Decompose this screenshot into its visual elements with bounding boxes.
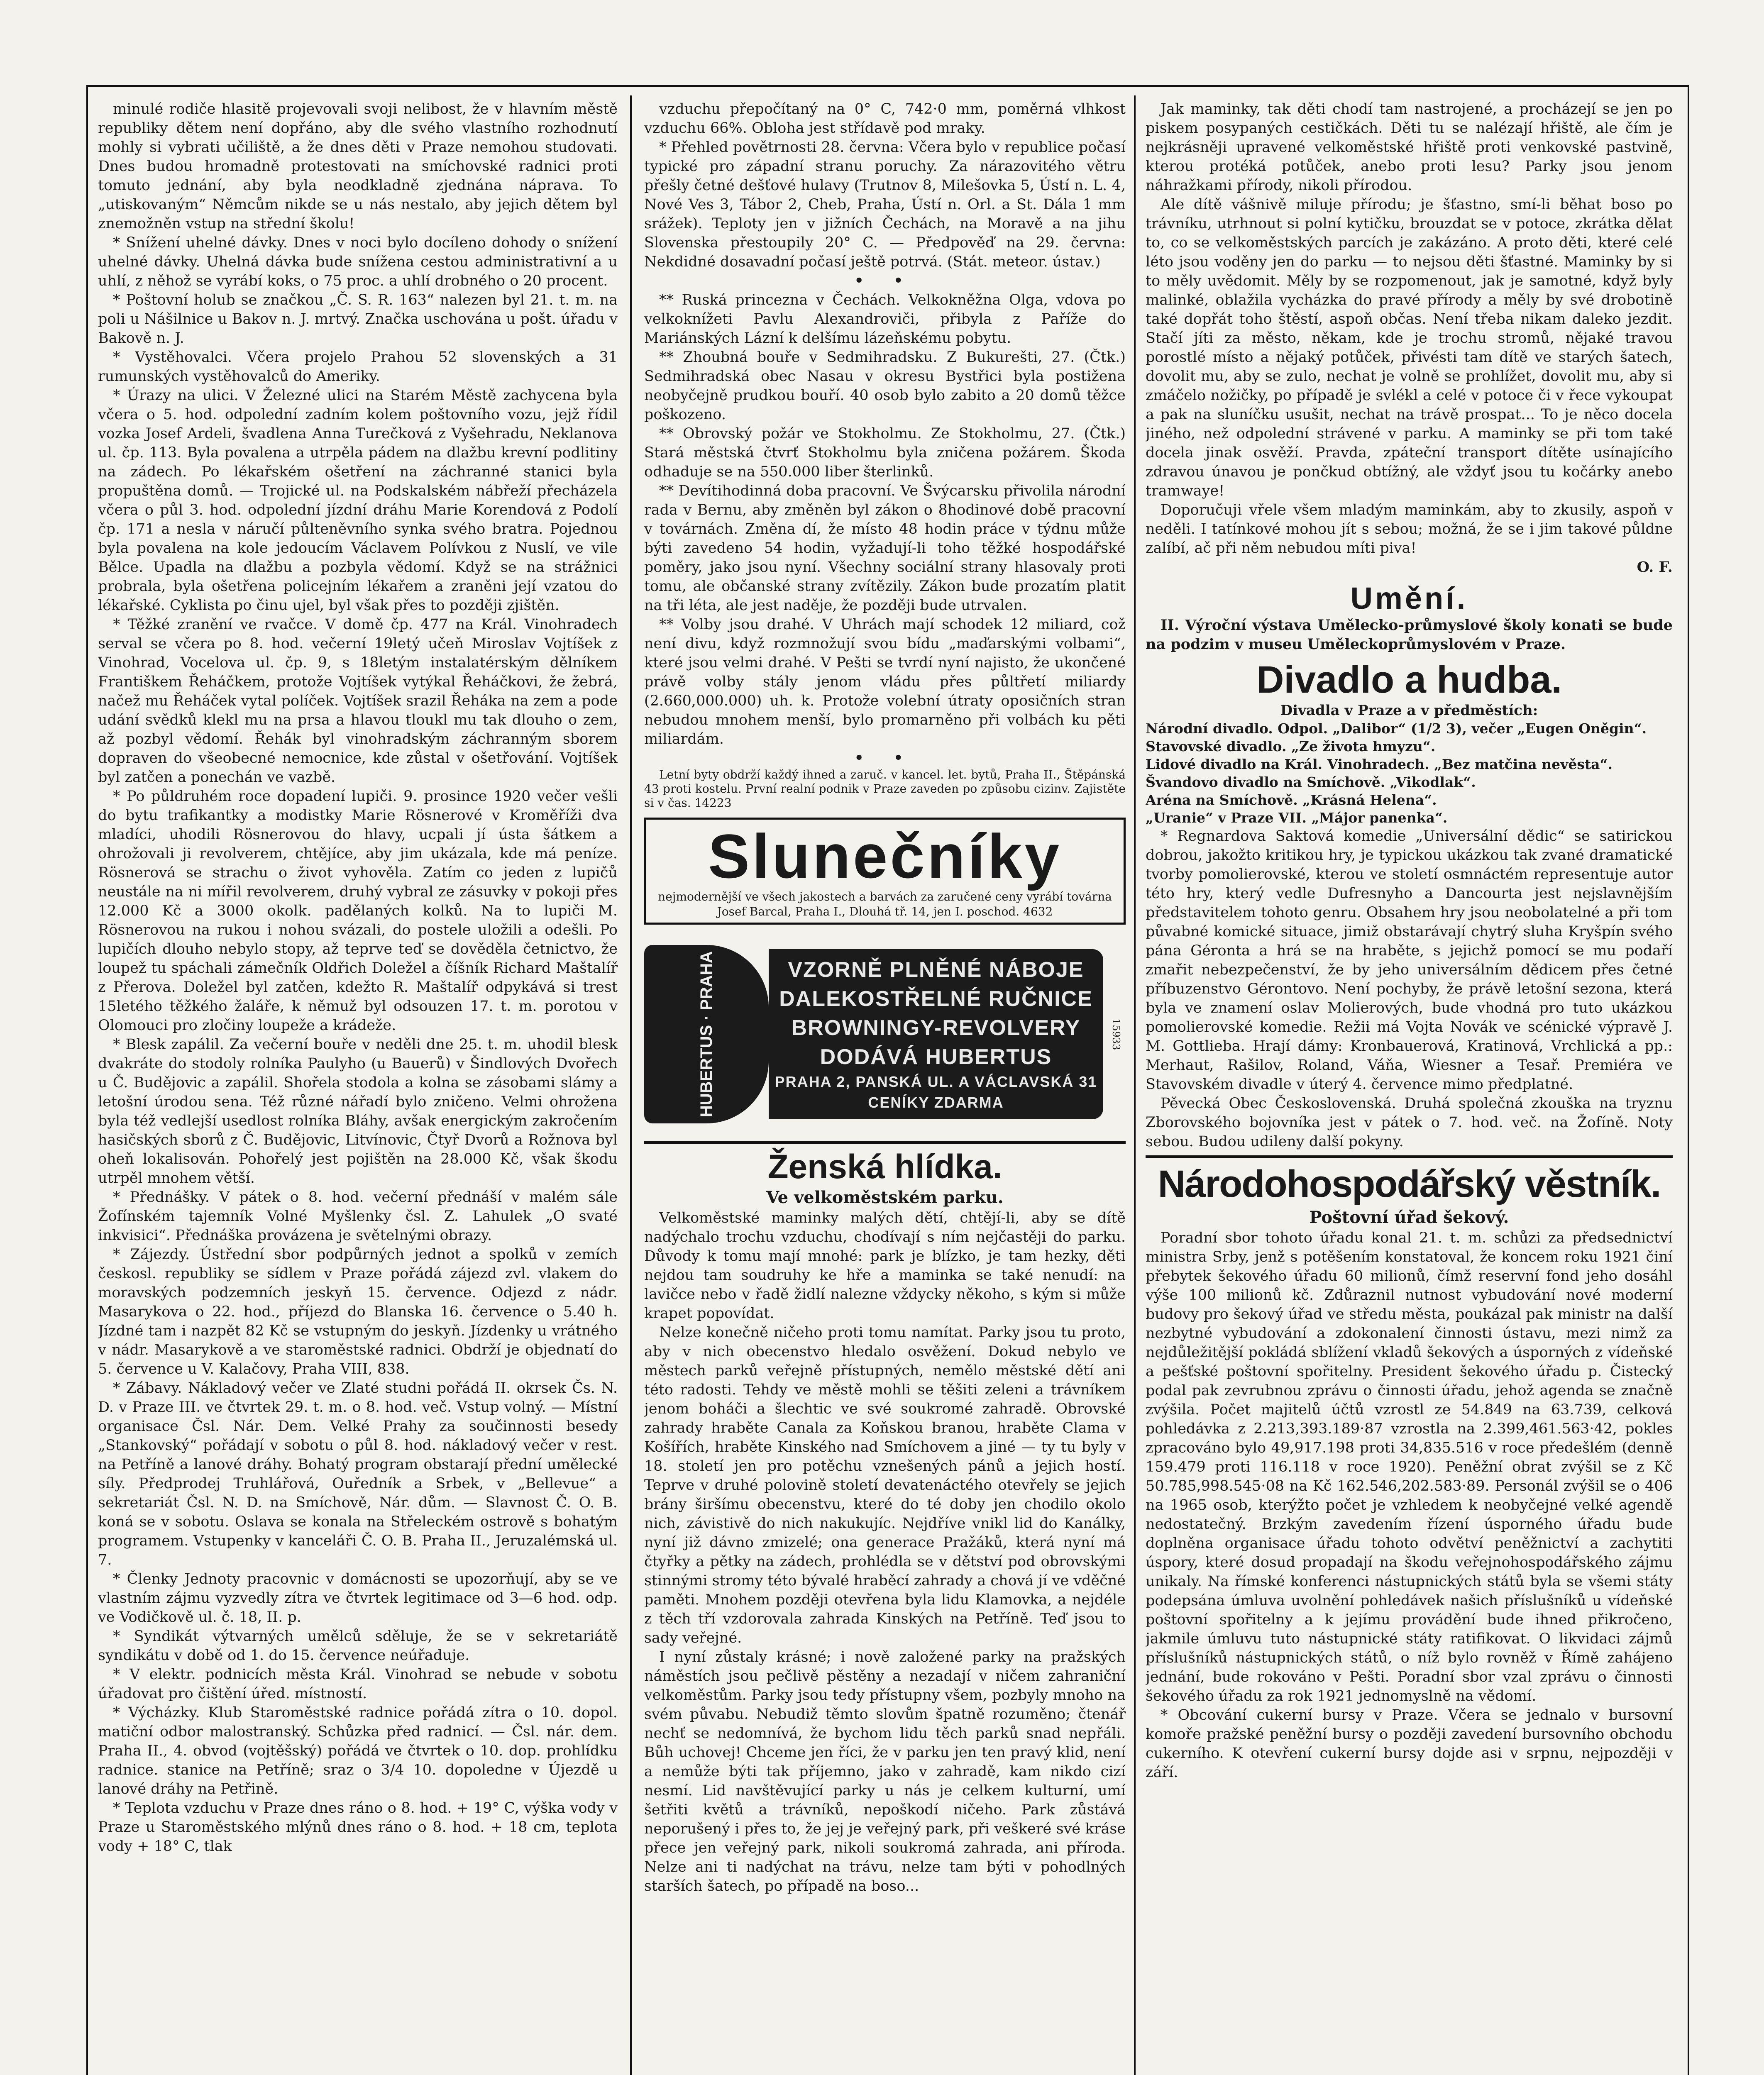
cartridge-seal-icon: HUBERTUS · PRAHA (644, 945, 769, 1123)
col1-paragraph: * Těžké zranění ve rvačce. V domě čp. 477 na Král. Vinohradech serval se včera po 8. hod. večerní 19letý učeň Miroslav Vojtíšek z Vinohrad, Vocelova ul. čp. 9, s 18letým instalatérským dělníkem Františkem Řeháčkem, protože Vojtíšek vytýkal Řeháčkovi, že žebrá, načež mu Řeháček vytal políček. Vojtíšek srazil Řeháka na zem a pode udání svědků klekl mu na prsa a hlavou tloukl mu tak dlouho o zem, až pozbyl vědomí. Řehák byl vinohradským záchranným sborem dopraven do všeobecné nemocnice, kde zůstal v ošetřování. Vojtíšek byl zatčen a ponechán ve vazbě. (98, 616, 618, 786)
list-item: Aréna na Smíchově. „Krásná Helena“. (1146, 792, 1437, 808)
list-item: Švandovo divadlo na Smíchově. „Vikodlak“. (1146, 774, 1476, 790)
article-subheading: Poštovní úřad šekový. (1309, 1208, 1509, 1227)
col1-paragraph: * V elektr. podnicích města Král. Vinohrad se nebude v sobotu úřadovat pro čištění úřed. místností. (98, 1666, 618, 1702)
theatre-list-heading: Divadla v Praze a v předměstích: (1280, 702, 1538, 719)
section-heading-zenska-hlidka: Ženská hlídka. (644, 1141, 1126, 1187)
column-3 (1146, 100, 1673, 2075)
col2-paragraph: I nyní zůstaly krásné; i nově založené parky na pražských náměstích jsou pečlivě pěstěny a nezadají v ničem zahraniční velkoměstům. Parky jsou tedy přístupny všem, pozbyly mnoho na svém půvabu. Nebudiž těmto slovům špatně rozuměno; čtenář nechť se nedomnívá, že bychom lidu těch parků snad nepřáli. Bůh uchovej! Chceme jen říci, že v parku jen ten pravý klid, není a nemůže býti tak příjemno, jako v zahradě, kam nikdo cizí nesmí. Lid navštěvující parky u nás je celkem kulturní, umí šetřiti květů a trávníků, nepoškodí ničeho. Park zůstává neporušený i přes to, že jej je veřejný park, při veškeré své kráse přece jen veřejný park, nikoli soukromá zahrada, ani příroda. Nelze ani ti nadýchat na trávu, nelze tam býti v pohodlných starších šatech, po případě na boso... (644, 1649, 1126, 1894)
col1-paragraph: * Teplota vzduchu v Praze dnes ráno o 8. hod. + 19° C, výška vody v Praze u Staroměstského mlýnů dnes ráno o 8. hod. + 18 cm, teplota vody + 18° C, tlak (98, 1800, 618, 1855)
ad-subtext: nejmodernější ve všech jakostech a barvách za zaručené ceny vyrábí továrna Josef Barcal, Praha I., Dlouhá tř. 14, jen I. poschod. 4632 (658, 890, 1112, 918)
list-item: Lidové divadlo na Král. Vinohradech. „Bez matčina nevěsta“. (1146, 756, 1613, 772)
col2-paragraph: ** Zhoubná bouře v Sedmihradsku. Z Bukurešti, 27. (Čtk.) Sedmihradská obec Nasau v okresu Bystřici byla postižena neobyčejně prudkou bouří. 40 osob bylo zabito a 20 domů těžce poškozeno. (644, 349, 1126, 423)
separator-dots: • • (854, 749, 916, 767)
section-heading-umeni: Umění. (1350, 581, 1468, 615)
col2-paragraph: Velkoměstské maminky malých dětí, chtějí-li, aby se dítě nadýchalo trochu vzduchu, chodívají s ním nejčastěji do parku. Důvody k tomu mají mnohé: park je blízko, je tam hezky, děti nejdou tam soudruhy ke hře a maminka se také nenudí: na lavičce nebo v řadě židlí nalezne vždycky někoho, s kým si může krapet popovídat. (644, 1210, 1126, 1322)
advertisement-hubertus (644, 935, 1126, 1134)
col1-paragraph: * Vystěhovalci. Včera projelo Prahou 52 slovenských a 31 rumunských vystěhovalců do Ameriky. (98, 349, 618, 385)
col1-paragraph: * Blesk zapálil. Za večerní bouře v neděli dne 25. t. m. uhodil blesk dvakráte do stodoly rolníka Paulyho (u Bauerů) v Šindlových Dvořech u Č. Budějovic a zapálil. Shořela stodola a kolna se zásobami slámy a letošní úrodou sena. Též různé nářadí bylo zničeno. Velmi ohrožena byla též vedlejší usedlost rolníka Bláhy, avšak energickým zakročením hasičských sborů z Č. Budějovic, Litvínovic, Čtyř Dvorů a Rožnova byl oheň lokalisován. Pohořelý jest pojištěn na 28.000 Kč, však škodu utrpěl mnohem větší. (98, 1036, 618, 1186)
col2-paragraph: * Přehled povětrnosti 28. června: Včera bylo v republice počasí typické pro západní stranu poruchy. Za nárazovitého větru přešly četné dešťové hulavy (Trutnov 8, Milešovka 5, Ústí n. L. 4, Nové Ves 3, Tábor 2, Cheb, Praha, Ústí n. Orl. a St. Dála 1 mm srážek). Teploty jen v jižních Čechách, na Moravě a na jihu Slovenska přestoupily 20° C. — Předpověď na 29. června: Nekdidné dosavadní počasí ještě potrvá. (Stát. meteor. ústav.) (644, 139, 1126, 270)
section-heading-divadlo: Divadlo a hudba. (1256, 659, 1562, 701)
ad-number: 15933 (1110, 1018, 1122, 1050)
column-1 (98, 100, 618, 2075)
ad-line: DODÁVÁ HUBERTUS (820, 1045, 1052, 1069)
list-item: Stavovské divadlo. „Ze života hmyzu“. (1146, 738, 1436, 754)
ad-hubertus-body (769, 949, 1103, 1119)
col3-paragraph: Ale dítě vášnivě miluje přírodu; je šťastno, smí-li běhat boso po trávníku, utrhnout si polní kytičku, brouzdat se v potoce, zkrátka dělat to, co se velkoměstských parcích je zakázáno. A proto děti, které celé léto jsou voděny jen do parku — to nejsou děti šťastné. Maminky by si to měly uvědomit. Měly by se rozpomenout, jak je samotné, když byly malinké, oblažila vycházka do pravé přírody a měly by své drobotině také dopřát toho štěstí, aspoň občas. Není třeba nikam daleko jezdit. Stačí jíti za město, někam, kde je trochu stromů, nějaké travou porostlé místo a nějaký potůček, přivésti tam dítě ve starých šatech, dovolit mu, aby se zulo, nechat je volně se prohlížet, dovolit mu, aby si zmáčelo nožičky, po případě je svlékl a celé v potoce či v řece vykoupat a pak na sluníčku usušit, nechat na trávě prospat... To je něco docela jiného, než odpolední strávené v parku. A maminky se při tom také docela jinak osvěží. Pravda, zpáteční transport dítěte usínajícího zdravou únavou je pončkud obtížný, ale vždyť jsou tu kočárky anebo tramwaye! (1146, 196, 1673, 499)
list-item: Národní divadlo. Odpol. „Dalibor“ (1/2 3), večer „Eugen Oněgin“. (1146, 720, 1647, 737)
separator-dots: • • (854, 272, 916, 289)
ad-line: DALEKOSTŘELNÉ RUČNICE (779, 987, 1093, 1011)
col3-paragraph: Doporučuji vřele všem mladým maminkám, aby to zkusily, aspoň v neděli. I tatínkové mohou jít s sebou; možná, že se i jim takové půldne zalíbí, ač při něm nebudou míti piva! (1146, 502, 1673, 557)
col1-paragraph: * Úrazy na ulici. V Železné ulici na Starém Městě zachycena byla včera o 5. hod. odpolední zadním kolem poštovního vozu, jejž řídil vozka Josef Ardeli, švadlena Anna Turečková z Vyšehradu, Neklanova ul. čp. 113. Byla povalena a utrpěla pádem na dlažbu krevní podlitiny na zádech. Po lékařském ošetření na záchranné stanici byla propuštěna domů. — Trojické ul. na Podskalském nábřeží přecházela včera o půl 3. hod. odpolední jízdní dráhu Marie Korendová z Podolí čp. 171 a nesla v náručí půlteněvního synka svého bratra. Pojednou byla povalena na kole jedoucím Václavem Polívkou z Nuslí, ve vile Bělce. Upadla na dlažbu a pozbyla vědomí. Když se na strážnici probrala, byla ošetřena policejním lékařem a zraněni její vzatou do lékařské. Cyklista po činu ujel, byl však přes to později zjištěn. (98, 387, 618, 614)
col1-paragraph: * Snížení uhelné dávky. Dnes v noci bylo docíleno dohody o snížení uhelné dávky. Uhelná dávka bude snížena cestou administrativní a u uhlí, z něhož se vyrábí koks, o 75 proc. a uhlí drobného o 20 procent. (98, 234, 618, 289)
ad-line: CENÍKY ZDARMA (868, 1094, 1004, 1111)
ad-line: VZORNĚ PLNĚNÉ NÁBOJE (788, 958, 1084, 982)
col1-paragraph: * Po půldruhém roce dopadení lupiči. 9. prosince 1920 večer vešli do bytu trafikantky a modistky Marie Rösnerové v Kroměříži dva mladíci, uhodili Rösnerovou do hlavy, ucpali jí ústa šátkem a ohrožovali ji revolverem, chtějíce, aby jim ukázala, kde má peníze. Rösnerová se strachu o život vyhověla. Zatím co jeden z lupičů neustále na ni mířil revolverem, druhý vybral ze zásuvky v pokoji přes 12.000 Kč a 3000 okolk. padělaných kolků. Na to lupiči M. Rösnerovou na rukou i nohou svázali, do postele uložili a odešli. Po lupičích dlouho nebylo stopy, až teprve teď se dověděla četnictvo, že loupež tu spáchali zámečník Oldřich Doležel a číšník Richard Maštalíř z Přerova. Doležel byl zatčen, kdežto R. Maštalíř odpykává si trest 15letého těžkého žaláře, k němuž byl odsouzen 17. t. m. porotou v Olomouci pro zločiny loupeže a krádeže. (98, 788, 618, 1034)
col1-paragraph: * Syndikát výtvarných umělců sděluje, že se v sekretariátě syndikátu v době od 1. do 15. července neúřaduje. (98, 1628, 618, 1664)
col2-paragraph: ** Devítihodinná doba pracovní. Ve Švýcarsku přivolila národní rada v Bernu, aby změněn byl zákon o 8hodinové době pracovní v továrnách. Změna dí, že místo 48 hodin práce v týdnu může býti zavedeno 54 hodin, vyžadují-li toho těžké hospodářské poměry, jako jsou nyní. Všechny sociální strany hlasovaly proti tomu, ale občanské strany zvítězily. Zákon bude prozatím platit na tři léta, ale jest naděje, že později bude utrvalen. (644, 483, 1126, 614)
article-subheading: Ve velkoměstském parku. (766, 1188, 1004, 1207)
col1-paragraph: * Členky Jednoty pracovnic v domácnosti se upozorňují, aby se ve vlastním zájmu vyzvedly zítra ve čtvrtek legitimace od 3—6 hod. odp. ve Vodičkově ul. č. 18, II. p. (98, 1571, 618, 1626)
col2-paragraph: vzduchu přepočítaný na 0° C, 742·0 mm, poměrná vlhkost vzduchu 66%. Obloha jest střídavě pod mraky. (644, 101, 1126, 137)
column-rule-2 (1134, 95, 1136, 2075)
column-2 (644, 100, 1126, 2075)
col1-paragraph: minulé rodiče hlasitě projevovali svoji nelibost, že v hlavním městě republiky dětem není dopřáno, aby dle svého vlastního rozhodnutí mohly si vybrati učiliště, a že dnes děti v Praze nemohou studovati. Dnes budou hromadně protestovati na smíchovské radnici proti tomuto jednání, aby byla neodkladně zjednána náprava. To „utiskovaným“ Němcům nikde se u nás nestalo, aby jejich dětem byl znemožněn vstup na střední školu! (98, 101, 618, 232)
col1-paragraph: * Zábavy. Nákladový večer ve Zlaté studni pořádá II. okrsek Čs. N. D. v Praze III. ve čtvrtek 29. t. m. o 8. hod. več. Vstup volný. — Místní organisace Čsl. Nár. Dem. Velké Prahy za součinnosti besedy „Stankovský“ pořádají v sobotu o půl 8. hod. nákladový večer v rest. na Petříně a lanové dráhy. Bohatý program obstarají přední umělecké síly. Předprodej Truhlářová, Ouředník a Srbek, v „Bellevue“ a sekretariát Čsl. N. D. na Smíchově, Nár. dům. — Slavnost Č. O. B. koná se v sobotu. Oslava se konala na Střeleckém ostrově s bohatým programem. Vstupenky v kanceláři Č. O. B. Praha II., Jeruzalémská ul. 7. (98, 1380, 618, 1568)
author-signature: O. F. (1637, 559, 1673, 576)
theatre-program-list (1146, 720, 1673, 827)
col1-paragraph: * Výcházky. Klub Staroměstské radnice pořádá zítra o 10. dopol. matiční odbor malostranský. Schůzka před radnicí. — Čsl. nár. dem. Praha II., 4. obvod (vojtěšský) pořádá ve čtvrtek o 10. dop. prohlídku radnice. stanice na Petříně; sraz o 3/4 10. dopoledne v Újezdě u lanové dráhy na Petřině. (98, 1704, 618, 1797)
section-heading-narodohospodarsky-vestnik: Národohospodářský věstník. (1146, 1155, 1673, 1207)
col3-paragraph: Poradní sbor tohoto úřadu konal 21. t. m. schůzi za předsednictví ministra Srby, jenž s potěšením konstatoval, že koncem roku 1921 činí přebytek šekového úřadu 60 milionů, čímž reservní fond jeho dosáhl výše 100 milionů kč. Zdůraznil nutnost vybudování nové moderní budovy pro šekový úřad ve středu města, poukázal pak ministr na další nezbytné vybudování a zdokonalení činnosti ústavu, mezi nimž za nejdůležitější pokládá sblížení vkladů šekových a úsporných z vídeňské a pešťské poštovní spořitelny. President šekového úřadu p. Čistecký podal pak zevrubnou zprávu o činnosti úřadu, jehož agenda se značně zvýšila. Počet majitelů účtů vzrostl ze 54.849 na 63.739, celková pohledávka z 2.213,393.189·87 vzrostla na 2.399,461.563·42, pokles zpracováno bylo 49,917.198 proti 34,835.516 v roce předešlém (denně 159.479 proti 116.118 v roce 1920). Peněžní obrat zvýšil se z Kč 50.785,998.545·08 na Kč 162.546,202.583·89. Personál zvýšil se o 406 na 1965 osob, kterýžto počet je vzhledem k neobyčejné velké agendě nedostatečný. Brzkým zavedením řízení úsporného úřadu bude doplněna organisace úřadu tohoto odvětví peněžnictví a zachytiti úspory, které dosud propadají na škodu veřejnohospodářského zájmu unikaly. Na římské konferenci nástupnických států byla se všemi státy podepsána úmluva uvolnění pohledávek našich příslušníků u vídeňské poštovní spořitelny a k jejímu provádění bude ihned přikročeno, jakmile úmluvu tuto nástupnické státy ratifikovat. O likvidaci zájmů příslušníků nástupnických států, o níž bylo rovněž v Římě zahájeno jednání, bude rokováno v Pešti. Poradní sbor vzal zprávu o činnosti šekového úřadu za rok 1921 jednomyslně na vědomí. (1146, 1230, 1673, 1704)
col1-paragraph: * Přednášky. V pátek o 8. hod. večerní přednáší v malém sále Žofínském tajemník Volné Myšlenky čsl. Z. Lahulek „O svaté inkvisici“. Přednáška provázena je světelnými obrazy. (98, 1189, 618, 1244)
column-rule-1 (630, 95, 632, 2075)
col2-paragraph: ** Obrovský požár ve Stokholmu. Ze Stokholmu, 27. (Čtk.) Stará městská čtvrť Stokholmu byla zničena požárem. Škoda odhaduje se na 550.000 liber šterlinků. (644, 425, 1126, 480)
ad-line: PRAHA 2, PANSKÁ UL. A VÁCLAVSKÁ 31 (774, 1073, 1097, 1090)
col3-paragraph: * Regnardova Saktová komedie „Universální dědic“ se satirickou dobrou, jakožto kritikou hry, je typickou ukázkou tak zvané dramatické tvorby pomolierovské, kterou ve století osmnáctém representuje autor této hry, který vedle Dufresnyho a Dancourta jest nejslavnějším představitelem tohoto genru. Obsahem hry jsou neobolatelné a při tom půvabné komické situace, jimiž obstarávají chytrý sluha Kryšpín svého pána Géronta a hrá se na hraběte, s jejichž pomocí se mu podaří zmařit nebezpečenství, že by jeho universálním dědicem přes četné příbuzenstvo Gérontovo. Není pochyby, že právě letošní sezona, která byla ve znamení oslav Molierových, bude vhodná pro tuto ukázkou pomolierovské komedie. Režii má Vojta Novák ve scénické výpravě J. M. Gottlieba. Hrají dámy: Kronbauerová, Kratinová, Vrchlická a pp.: Merhaut, Rašilov, Roland, Váňa, Wiesner a Tesař. Premiéra ve Stavovském divadle v úterý 4. července mimo předplatné. (1146, 828, 1673, 1093)
col2-paragraph: Nelze konečně ničeho proti tomu namítat. Parky jsou tu proto, aby v nich obecenstvo hledalo osvěžení. Dokud nebylo ve městech parků veřejně přístupných, nemělo městské dětí ani této radosti. Tehdy ve městě mohli se těšiti zeleni a trávníkem jenom boháči a šlechtic ve své soukromé zahradě. Obrovské zahrady hraběte Canala za Koňskou branou, hraběte Clama v Košířích, hraběte Kinského nad Smíchovem a jiné — ty tu byly v 18. století jen pro potěchu vznešených pánů a jejich hostí. Teprve v druhé polovině století devatenáctého otevřely se jejich brány širšímu obecenstvu, které do té doby jen chodilo okolo nich, závistivě do nich nakukujíc. Nejdříve vnikl lid do Kanálky, nyní již dávno zmizelé; ona generace Pražáků, která nyní má čtyřky a pětky na zádech, prohlédla se v dětství pod obrovskými stinnými stromy této bývalé hraběcí zahrady a chová jí ve vděčné paměti. Mnohem později otevřena byla lidu Klamovka, a nejdéle z těch tří vzdorovala zahrada Kinských na Petříně. Teď jsou to sady veřejné. (644, 1324, 1126, 1646)
col1-paragraph: * Zájezdy. Ústřední sbor podpůrných jednot a spolků v zemích českosl. republiky se sídlem v Praze pořádá zájezd zvl. vlakem do moravských podzemních jeskyň 15. července. Odjezd z nádr. Masarykova o 22. hod., příjezd do Blanska 16. července o 5.40 h. Jízdné tam i nazpět 82 Kč se vstupným do jeskyň. Jízdenky u vrátného v nádr. Masarykově a ve staroměstské radnici. Obdrží je objednatí do 5. července u V. Kalačovy, Praha VIII, 838. (98, 1246, 618, 1377)
col2-paragraph: ** Ruská princezna v Čechách. Velkokněžna Olga, vdova po velkoknížeti Pavlu Alexandroviči, přibyla z Paříže do Mariánských Lázní k delšímu lázeňskému pobytu. (644, 292, 1126, 347)
col3-paragraph: Pěvecká Obec Československá. Druhá společná zkouška na tryznu Zborovského bojovníka jest v pátek o 7. hod. več. na Žofíně. Noty sebou. Budou udileny další pokyny. (1146, 1095, 1673, 1150)
ad-line: BROWNINGY-REVOLVERY (791, 1016, 1081, 1040)
col2-paragraph: ** Volby jsou drahé. V Uhrách mají schodek 12 miliard, což není divu, když rozmnožují svou bídu „maďarskými volbami“, které jsou velmi drahé. V Pešti se tvrdí nyní najisto, že ukončené právě volby stály jenom vládu přes půltřetí miliardy (2.660,000.000) uh. k. Protože volební útraty oposičních stran nebudou mnohem menší, bylo promarněno při volbách ku pěti miliardám. (644, 616, 1126, 747)
col3-paragraph: Jak maminky, tak děti chodí tam nastrojené, a procházejí se jen po piskem posypaných cestičkách. Děti tu se nalézají hřiště, ale čím je nejkrásněji upravené velkoměstské hřiště proti venkovské pastvině, kterou protéká potůček, anebo proti lesu? Parky jsou jenom náhražkami přírody, nikoli přírodou. (1146, 101, 1673, 194)
advertisement-slunecniky (644, 818, 1126, 925)
col3-paragraph: II. Výroční výstava Umělecko-průmyslové školy konati se bude na podzim v museu Uměleckoprůmyslovém v Praze. (1146, 617, 1673, 653)
ad-brand-name: Slunečníky (708, 821, 1062, 891)
col1-paragraph: * Poštovní holub se značkou „Č. S. R. 163“ nalezen byl 21. t. m. na poli u Nášilnice u Bakov n. J. mrtvý. Značka uschována u pošt. úřadu v Bakově n. J. (98, 292, 618, 347)
col3-paragraph: * Obcování cukerní bursy v Praze. Včera se jednalo v bursovní komoře pražské peněžní bursy o později zavedení bursovního obchodu cukerního. K otevření cukerní bursy dojde asi v srpnu, nejpozději v září. (1146, 1707, 1673, 1781)
list-item: „Uranie“ v Praze VII. „Májor panenka“. (1146, 810, 1448, 826)
small-classified-ad: Letní byty obdrží každý ihned a zaruč. v kancel. let. bytů, Praha II., Štěpánská 43 proti kostelu. První realní podnik v Praze zaveden po způsobu cizinv. Zajistěte si v čas. 14223 (644, 768, 1126, 810)
